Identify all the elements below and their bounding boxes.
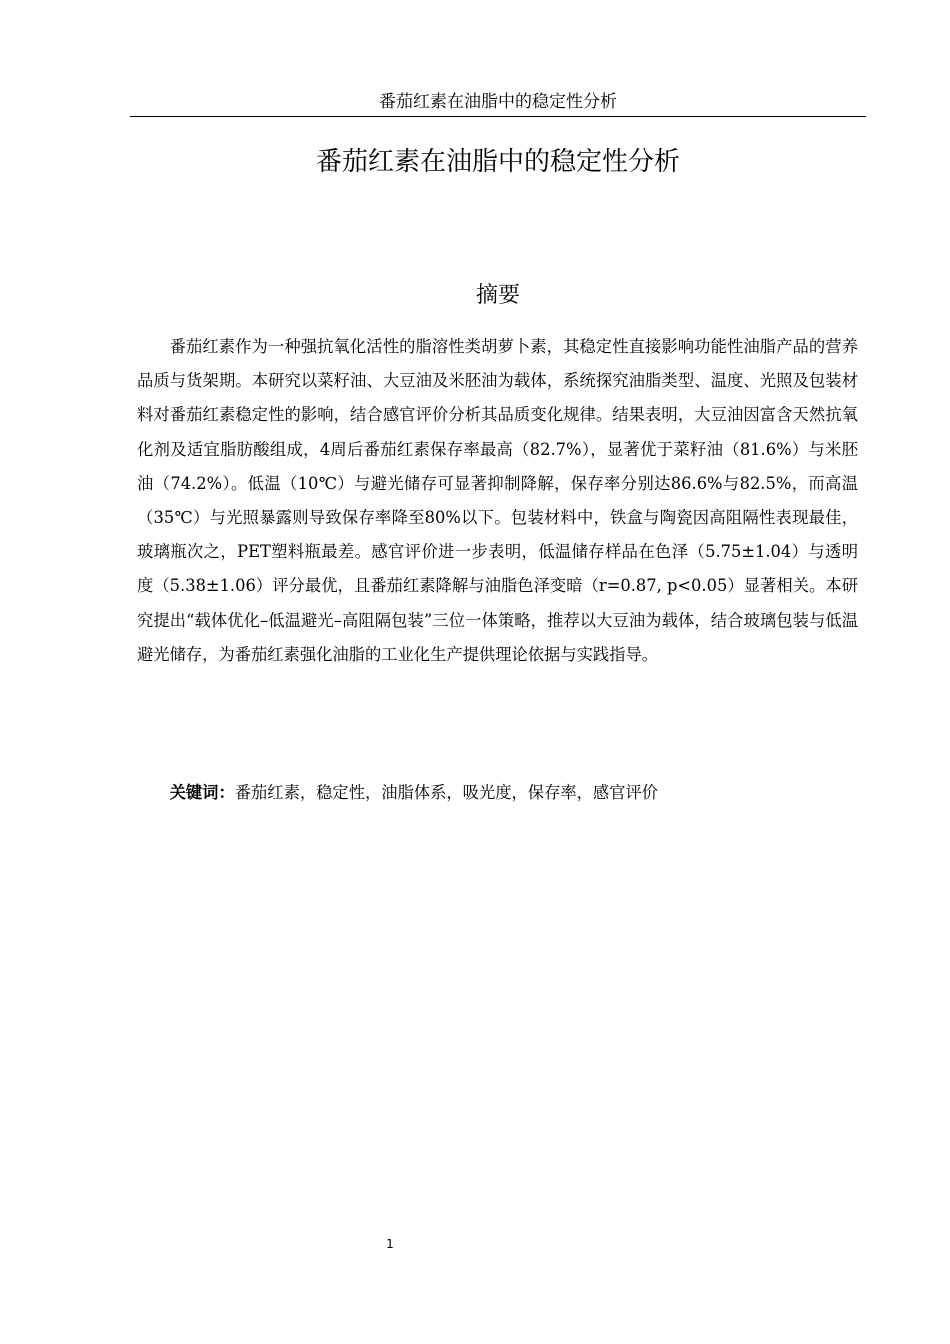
- keywords-line: [137, 776, 858, 810]
- keywords-label: 关键词：: [169, 783, 235, 802]
- running-header: 番茄红素在油脂中的稳定性分析: [379, 92, 617, 112]
- page-number: 1: [386, 1237, 394, 1251]
- document-title: 番茄红素在油脂中的稳定性分析: [315, 147, 680, 177]
- header-divider: [130, 116, 866, 117]
- abstract-heading: 摘要: [475, 283, 520, 308]
- abstract-paragraph: 番茄红素作为一种强抗氧化活性的脂溶性类胡萝卜素，其稳定性直接影响功能性油脂产品的营养品质与货架期。本研究以菜籽油、大豆油及米胚油为载体，系统探究油脂类型、温度、光照及包装材料对番茄红素稳定性的影响，结合感官评价分析其品质变化规律。结果表明，大豆油因富含天然抗氧化剂及适宜脂肪酸组成，4周后番茄红素保存率最高（82.7%），显著优于菜籽油（81.6%）与米胚油（74.2%）。低温（10℃）与避光储存可显著抑制降解，保存率分别达86.6%与82.5%，而高温（35℃）与光照暴露则导致保存率降至80%以下。包装材料中，铁盒与陶瓷因高阻隔性表现最佳，玻璃瓶次之，PET塑料瓶最差。感官评价进一步表明，低温储存样品在色泽（5.75±1.04）与透明度（5.38±1.06）评分最优，且番茄红素降解与油脂色泽变暗（r=0.87, p<0.05）显著相关。本研究提出“载体优化–低温避光–高阻隔包装”三位一体策略，推荐以大豆油为载体，结合玻璃包装与低温避光储存，为番茄红素强化油脂的工业化生产提供理论依据与实践指导。: [137, 337, 858, 664]
- keywords-text: 番茄红素，稳定性，油脂体系，吸光度，保存率，感官评价: [234, 783, 659, 802]
